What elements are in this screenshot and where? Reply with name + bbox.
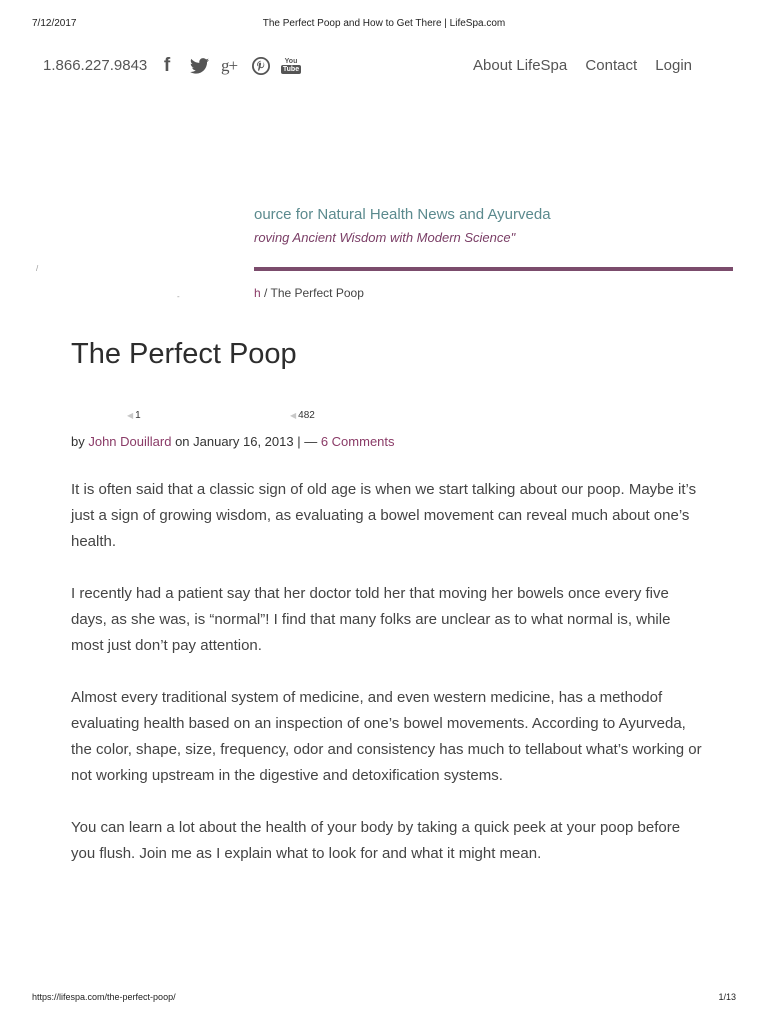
nav-about[interactable]: About LifeSpa [473,57,568,74]
article-paragraph: It is often said that a classic sign of old age is when we start talking about our poop. Maybe it’s just a sign of growing wisdom, as evaluating a bowel movement can reveal much about one’s health. [71,481,697,550]
share-count-value: 1 [135,410,141,421]
print-date: 7/12/2017 [32,18,77,29]
top-bar [43,54,692,80]
print-page-title: The Perfect Poop and How to Get There | LifeSpa.com [262,18,506,29]
site-tagline: ource for Natural Health News and Ayurveda [254,206,551,223]
site-subtagline: roving Ancient Wisdom with Modern Science" [254,230,516,245]
print-page-number: 1/13 [718,992,736,1002]
comments-link[interactable]: 6 Comments [320,434,395,449]
pinterest-glyph [252,57,270,75]
article-byline [71,434,395,449]
print-footer [32,992,736,1006]
share-count[interactable] [290,410,315,421]
article-title: The Perfect Poop [71,338,297,370]
author-link[interactable]: John Douillard [88,434,172,449]
facebook-icon[interactable] [155,54,179,78]
breadcrumb-current: The Perfect Poop [270,286,364,300]
stray-mark: - [177,292,180,301]
youtube-glyph [281,58,301,74]
nav-login[interactable]: Login [655,57,692,74]
byline-prefix: by [71,434,89,449]
twitter-bird-glyph [190,58,209,74]
breadcrumb-parent-link[interactable]: h [254,286,261,300]
nav-contact[interactable]: Contact [585,57,638,74]
youtube-icon[interactable] [279,54,303,78]
breadcrumb-separator: / [260,286,271,300]
pinterest-icon[interactable] [249,54,273,78]
phone-number[interactable]: 1.866.227.9843 [43,57,148,74]
article-paragraph: You can learn a lot about the health of your body by taking a quick peek at your poop before you flush. Join me as I explain what to look for and what it might mean. [71,819,681,862]
article-paragraph: Almost every traditional system of medicine, and even western medicine, has a methodof evaluating health based on an inspection of one’s bowel movements. According to Ayurveda, the color, shape, size, frequency, odor and consistency has much to tellabout what’s working or not working upstream in the digestive and detoxification systems. [71,689,702,784]
youtube-you-text: You [284,58,298,65]
top-nav [459,57,692,74]
article-paragraph: I recently had a patient say that her doctor told her that moving her bowels once every five days, as she was, is “normal”! I find that many folks are unclear as to what normal is, while most just don’t pay attention. [71,585,671,654]
header-divider [254,267,733,271]
byline-date: on January 16, 2013 | — [171,434,321,449]
breadcrumb [254,286,364,300]
stray-mark: / [36,264,39,273]
share-arrow-icon: ◀ [127,411,134,420]
share-arrow-icon: ◀ [290,411,297,420]
youtube-tube-text: Tube [282,66,300,73]
googleplus-glyph: g+ [220,56,238,75]
share-count[interactable] [127,410,141,421]
googleplus-icon[interactable] [217,54,241,78]
twitter-icon[interactable] [187,54,211,78]
print-header [32,18,736,32]
share-count-value: 482 [298,410,315,421]
facebook-glyph: f [163,55,171,76]
print-url: https://lifespa.com/the-perfect-poop/ [32,992,176,1002]
article-body [71,477,703,893]
